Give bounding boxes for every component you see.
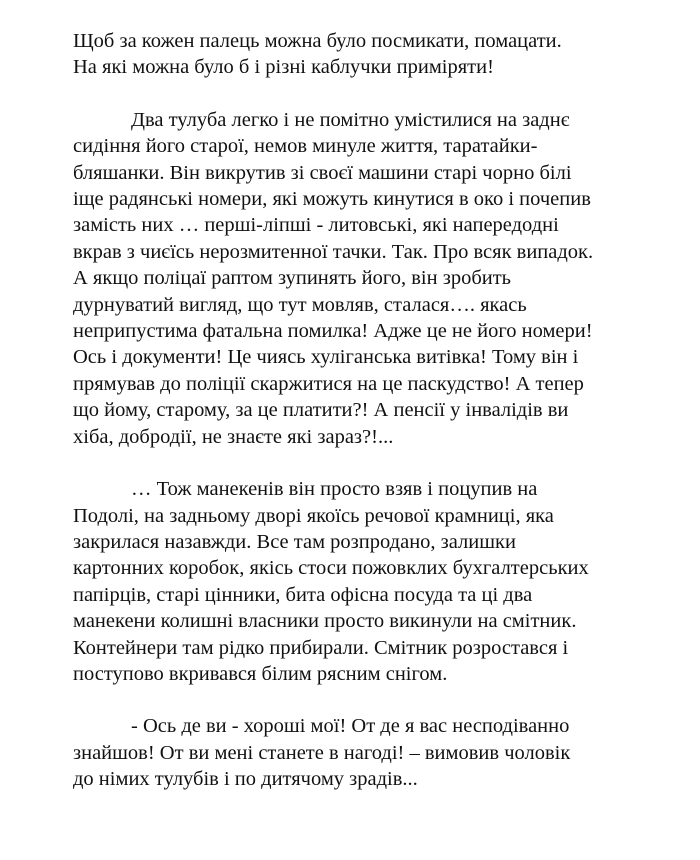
text-line-first: … Тож манекенів він просто взяв і поцупив на	[131, 478, 538, 501]
text-line-first: - Ось де ви - хороші мої! От де я вас несподіванно	[131, 715, 570, 738]
paragraph-4	[73, 713, 633, 792]
text-line: дурнуватий вигляд, що тут мовляв, сталася…. якась	[73, 293, 527, 316]
text-line: до німих тулубів і по дитячому зрадів...	[73, 768, 418, 791]
text-line: знайшов! От ви мені станете в нагоді! – вимовив чоловік	[73, 741, 571, 764]
paragraph-2	[73, 107, 633, 450]
text-line: що йому, старому, за це платити?! А пенсії у інвалідів ви	[73, 399, 569, 422]
text-line: іще радянські номери, які можуть кинутися в око і почепив	[73, 188, 591, 211]
paragraph-1	[73, 28, 633, 81]
text-line: прямував до поліції скаржитися на це паскудство! А тепер	[73, 372, 584, 395]
text-line: вкрав з чиєїсь нерозмитенної тачки. Так. Про всяк випадок.	[73, 240, 594, 263]
text-line: манекени колишні власники просто викинули на смітник.	[73, 610, 577, 633]
text-line: А якщо поліцаї раптом зупинять його, він зробить	[73, 267, 512, 290]
text-line: Ось і документи! Це чиясь хуліганська витівка! Тому він і	[73, 346, 579, 369]
document-page	[73, 28, 633, 819]
text-line: неприпустима фатальна помилка! Адже це не його номери!	[73, 320, 593, 343]
text-line: поступово вкривався білим рясним снігом.	[73, 662, 448, 685]
text-line-first: Два тулуба легко і не помітно умістилися на заднє	[131, 108, 570, 131]
text-line: бляшанки. Він викрутив зі своєї машини старі чорно білі	[73, 161, 572, 184]
text-line: замість них … перші-ліпші - литовські, які напередодні	[73, 214, 559, 237]
text-line: Щоб за кожен палець можна було посмикати, помацати.	[73, 30, 562, 52]
text-line: папірців, старі цінники, бита офісна посуда та ці два	[73, 583, 533, 606]
text-line: Подолі, на задньому дворі якоїсь речової крамниці, яка	[73, 504, 554, 527]
text-line: На які можна було б і різні каблучки приміряти!	[73, 56, 494, 79]
text-line: хіба, добродії, не знаєте які зараз?!...	[73, 425, 394, 448]
text-line: сидіння його старої, немов минуле життя, таратайки-	[73, 135, 538, 158]
paragraph-3	[73, 476, 633, 687]
text-line: Контейнери там рідко прибирали. Смітник розростався і	[73, 636, 569, 659]
text-line: закрилася назавжди. Все там розпродано, залишки	[73, 530, 516, 553]
text-line: картонних коробок, якісь стоси пожовклих бухгалтерських	[73, 557, 589, 580]
